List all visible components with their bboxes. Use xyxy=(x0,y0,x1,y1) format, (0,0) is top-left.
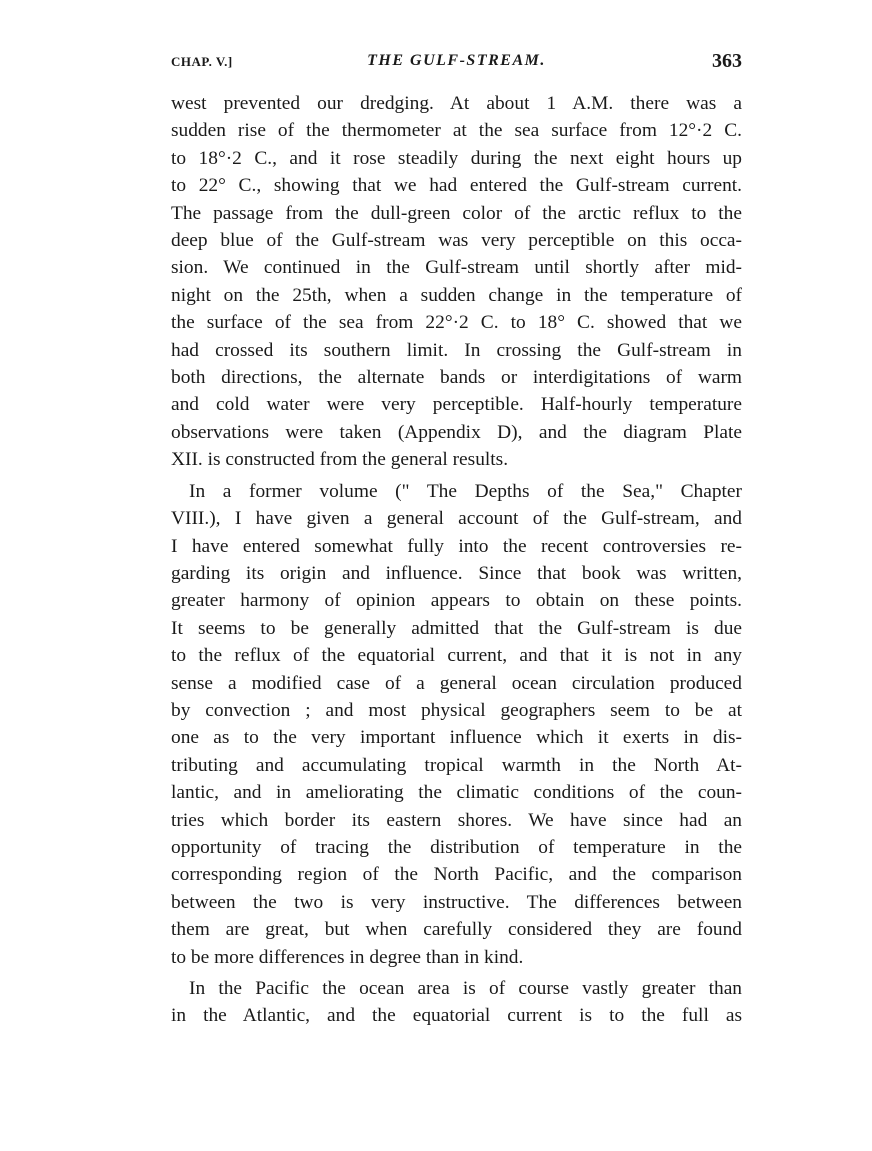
text-line: tries which border its eastern shores. We have since had an xyxy=(171,809,742,831)
text-line: sion. We continued in the Gulf-stream until shortly after mid- xyxy=(171,257,742,279)
running-title: THE GULF-STREAM. xyxy=(367,52,546,69)
text-line: both directions, the alternate bands or interdigitations of warm xyxy=(171,367,742,389)
text-line: tributing and accumulating tropical warmth in the North At- xyxy=(171,754,742,776)
text-line: greater harmony of opinion appears to obtain on these points. xyxy=(171,590,742,612)
text-line: night on the 25th, when a sudden change in the temperature of xyxy=(171,284,742,306)
text-line: observations were taken (Appendix D), and the diagram Plate xyxy=(171,421,742,443)
text-line: corresponding region of the North Pacific, and the comparison xyxy=(171,864,742,886)
text-line: in the Atlantic, and the equatorial current is to the full as xyxy=(171,1005,742,1027)
text-line: to the reflux of the equatorial current, and that it is not in any xyxy=(171,645,742,667)
text-line: to 22° C., showing that we had entered the Gulf-stream current. xyxy=(171,175,742,197)
text-line: and cold water were very perceptible. Half-hourly temperature xyxy=(171,394,742,416)
book-page xyxy=(171,50,742,1030)
text-line: to 18°·2 C., and it rose steadily during the next eight hours up xyxy=(171,147,742,169)
body-text xyxy=(171,90,742,1030)
text-line: had crossed its southern limit. In crossing the Gulf-stream in xyxy=(171,339,742,361)
text-line: sudden rise of the thermometer at the sea surface from 12°·2 C. xyxy=(171,120,742,142)
text-line: opportunity of tracing the distribution of temperature in the xyxy=(171,836,742,858)
text-line: In the Pacific the ocean area is of course vastly greater than xyxy=(189,978,742,999)
text-line: lantic, and in ameliorating the climatic conditions of the coun- xyxy=(171,782,742,804)
paragraph-3 xyxy=(171,975,742,1030)
paragraph-2 xyxy=(171,478,742,971)
text-line: XII. is constructed from the general results. xyxy=(171,449,509,471)
text-line: The passage from the dull-green color of the arctic reflux to the xyxy=(171,202,742,224)
text-line: I have entered somewhat fully into the recent controversies re- xyxy=(171,535,742,557)
chapter-label: CHAP. V.] xyxy=(171,54,233,69)
text-line: VIII.), I have given a general account of the Gulf-stream, and xyxy=(171,508,742,530)
text-line: It seems to be generally admitted that the Gulf-stream is due xyxy=(171,617,742,639)
running-head xyxy=(171,50,742,82)
page-number: 363 xyxy=(712,50,742,72)
text-line: garding its origin and influence. Since that book was written, xyxy=(171,562,742,584)
text-line: one as to the very important influence which it exerts in dis- xyxy=(171,727,742,749)
text-line: In a former volume (" The Depths of the Sea," Chapter xyxy=(189,480,742,502)
text-line: deep blue of the Gulf-stream was very perceptible on this occa- xyxy=(171,230,742,252)
text-line: sense a modified case of a general ocean circulation produced xyxy=(171,672,742,694)
paragraph-1 xyxy=(171,90,742,474)
text-line: west prevented our dredging. At about 1 A.M. there was a xyxy=(171,93,742,114)
text-line: between the two is very instructive. The differences between xyxy=(171,891,742,913)
text-line: to be more differences in degree than in kind. xyxy=(171,946,524,968)
text-line: the surface of the sea from 22°·2 C. to 18° C. showed that we xyxy=(171,312,742,334)
text-line: them are great, but when carefully considered they are found xyxy=(171,919,742,941)
text-line: by convection ; and most physical geographers seem to be at xyxy=(171,699,742,721)
